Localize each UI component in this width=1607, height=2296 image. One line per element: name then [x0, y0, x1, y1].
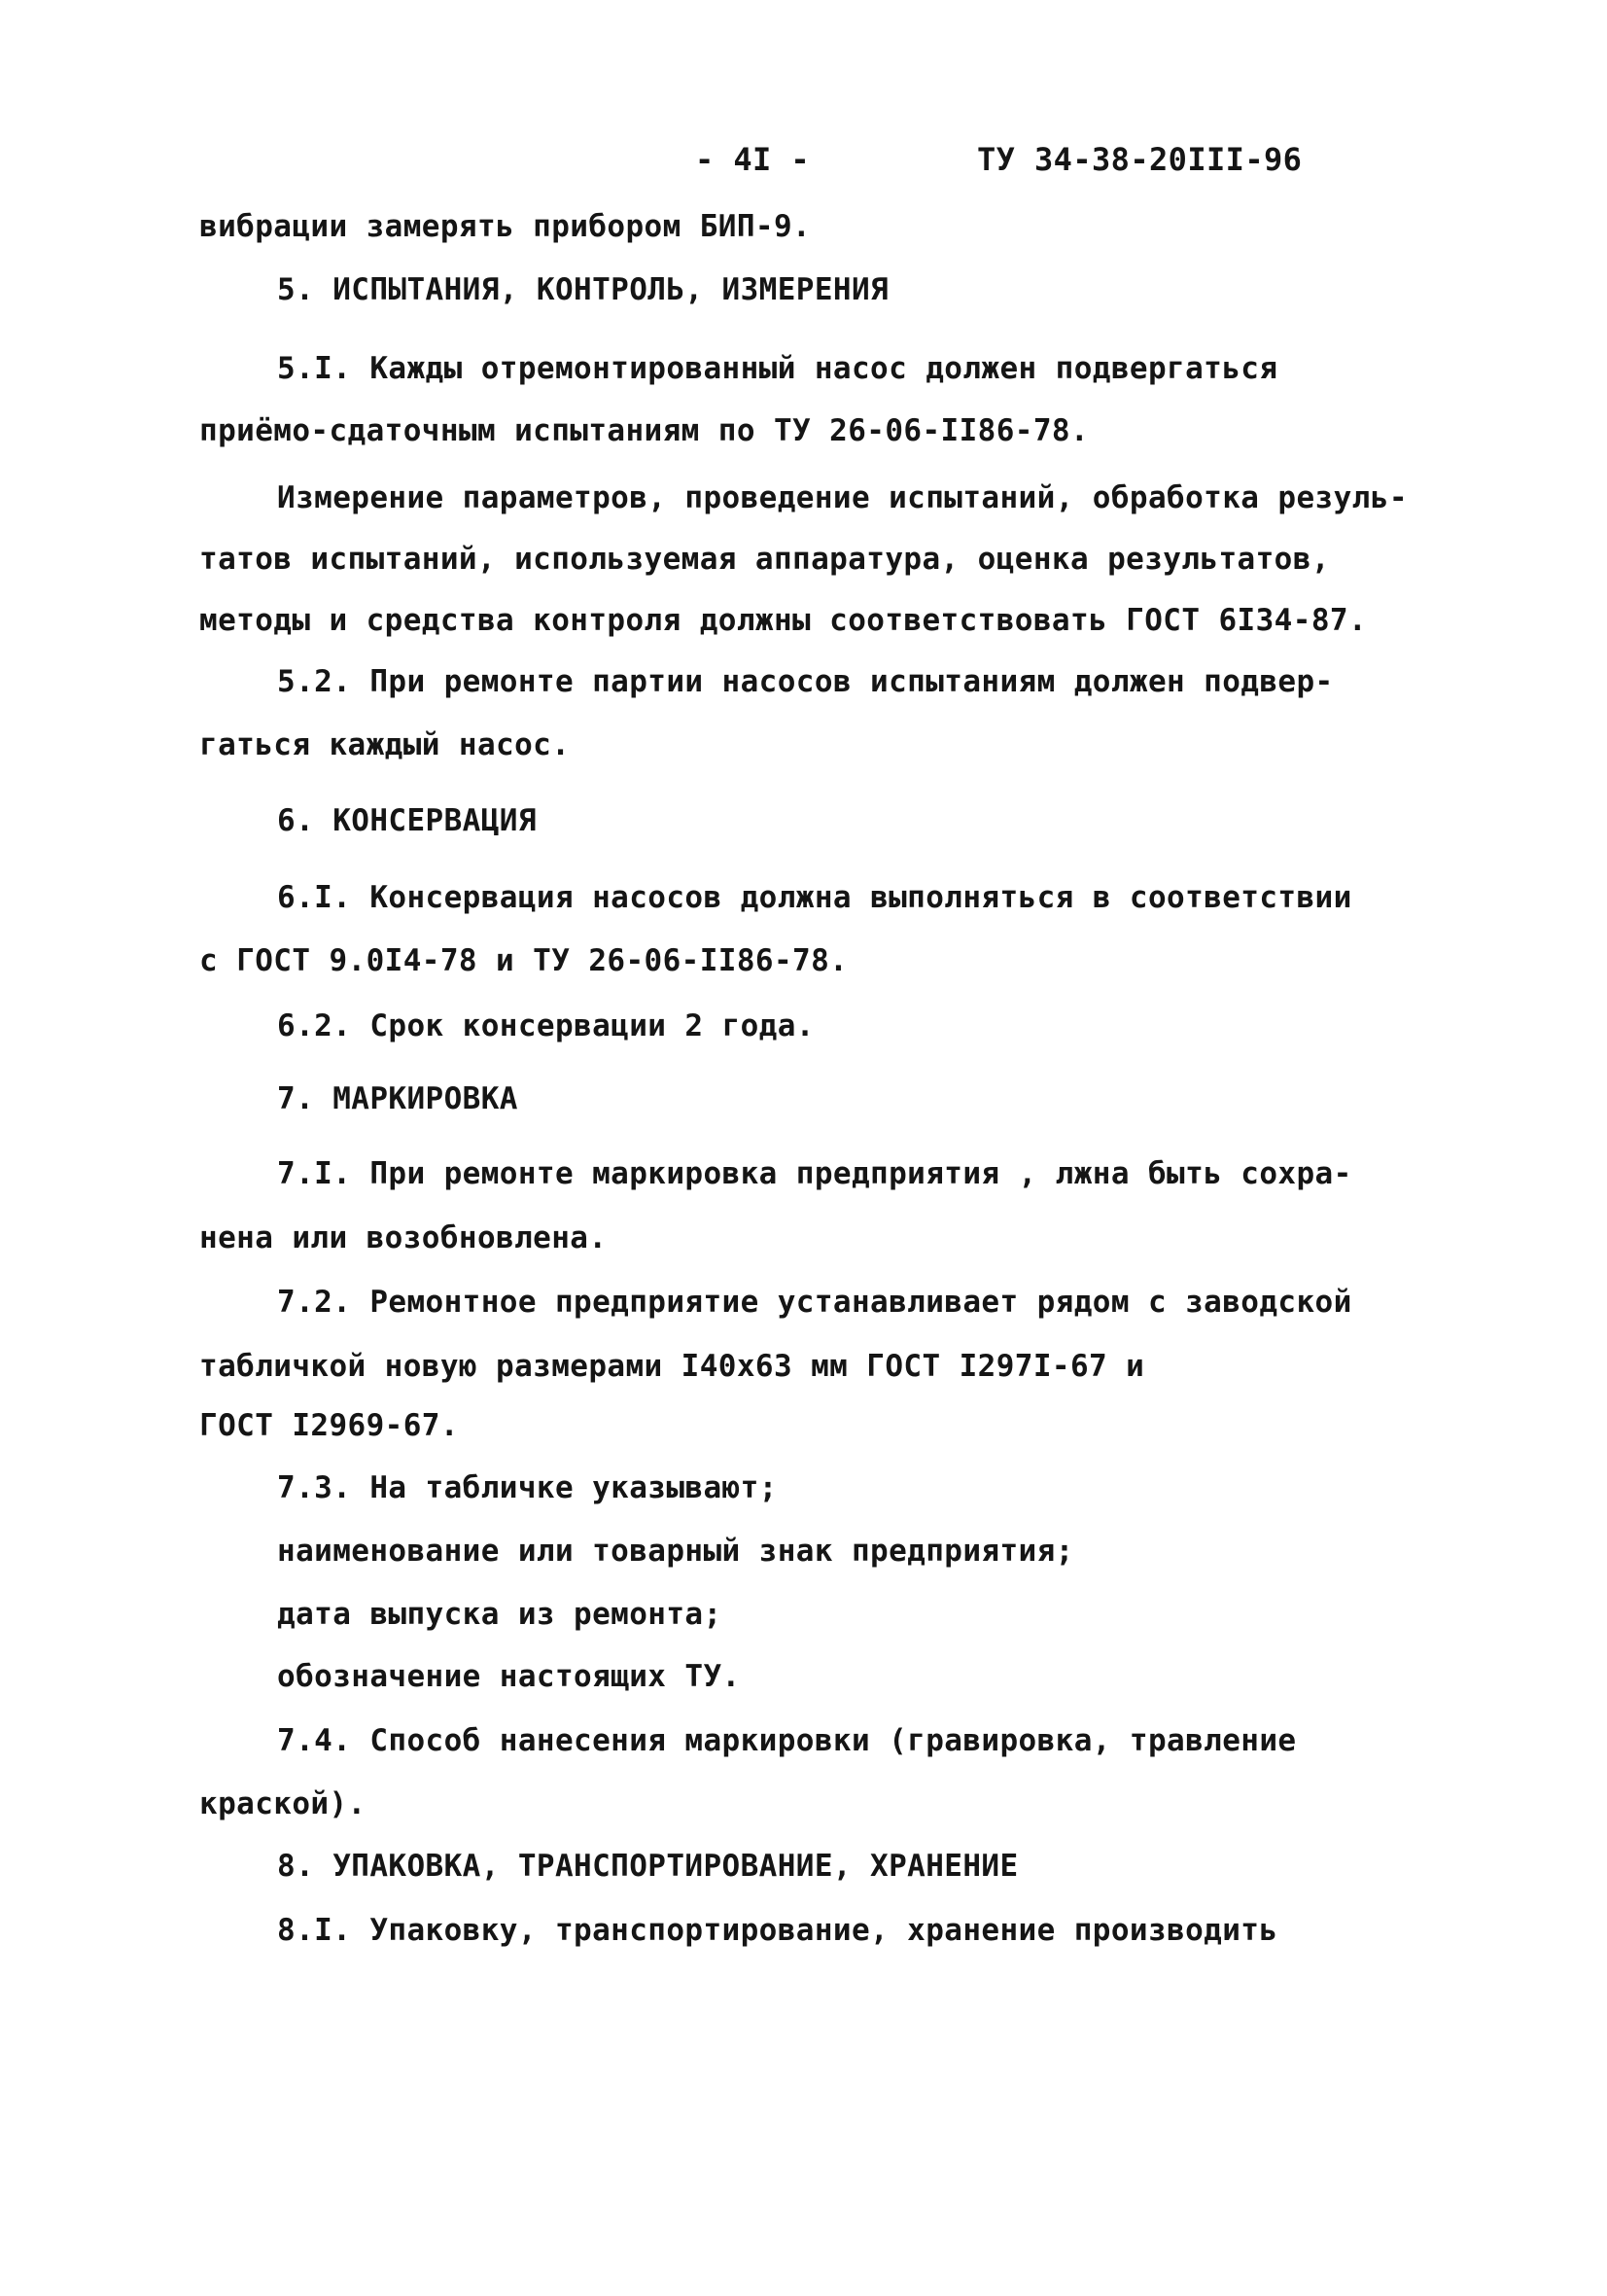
page-number: - 4I -	[695, 141, 810, 178]
text-line: Измерение параметров, проведение испытаний, обработка резуль-	[277, 480, 1408, 515]
text-line: дата выпуска из ремонта;	[277, 1597, 722, 1632]
text-line: 6.I. Консервация насосов должна выполняться в соответствии	[277, 880, 1352, 915]
text-line: вибрации замерять прибором БИП-9.	[199, 209, 812, 244]
section-heading: 7. МАРКИРОВКА	[277, 1081, 518, 1116]
text-line: 5.2. При ремонте партии насосов испытаниям должен подвер-	[277, 664, 1334, 699]
text-line: с ГОСТ 9.0I4-78 и ТУ 26-06-II86-78.	[199, 943, 849, 978]
text-line: приёмо-сдаточным испытаниям по ТУ 26-06-II86-78.	[199, 413, 1090, 448]
text-line: гаться каждый насос.	[199, 727, 571, 762]
text-line: наименование или товарный знак предприятия;	[277, 1534, 1074, 1569]
section-heading: 5. ИСПЫТАНИЯ, КОНТРОЛЬ, ИЗМЕРЕНИЯ	[277, 272, 890, 307]
text-line: нена или возобновлена.	[199, 1220, 608, 1255]
text-line: ГОСТ I2969-67.	[199, 1408, 459, 1443]
text-line: 7.I. При ремонте маркировка предприятия , лжна быть сохра-	[277, 1156, 1352, 1191]
text-line: 6.2. Срок консервации 2 года.	[277, 1008, 815, 1043]
text-line: обозначение настоящих ТУ.	[277, 1659, 741, 1694]
text-line: краской).	[199, 1786, 367, 1821]
text-line: методы и средства контроля должны соответствовать ГОСТ 6I34-87.	[199, 603, 1368, 638]
document-code: ТУ 34-38-20III-96	[977, 141, 1303, 178]
text-line: 7.3. На табличке указывают;	[277, 1470, 778, 1505]
section-heading: 8. УПАКОВКА, ТРАНСПОРТИРОВАНИЕ, ХРАНЕНИЕ	[277, 1849, 1019, 1884]
text-line: 5.I. Кажды отремонтированный насос должен подвергаться	[277, 351, 1278, 386]
text-line: татов испытаний, используемая аппаратура, оценка результатов,	[199, 542, 1330, 577]
text-line: 7.4. Способ нанесения маркировки (гравировка, травление	[277, 1723, 1297, 1758]
text-line: 8.I. Упаковку, транспортирование, хранение производить	[277, 1913, 1278, 1948]
text-line: табличкой новую размерами I40x63 мм ГОСТ I297I-67 и	[199, 1349, 1145, 1384]
text-line: 7.2. Ремонтное предприятие устанавливает рядом с заводской	[277, 1285, 1352, 1320]
section-heading: 6. КОНСЕРВАЦИЯ	[277, 803, 537, 838]
